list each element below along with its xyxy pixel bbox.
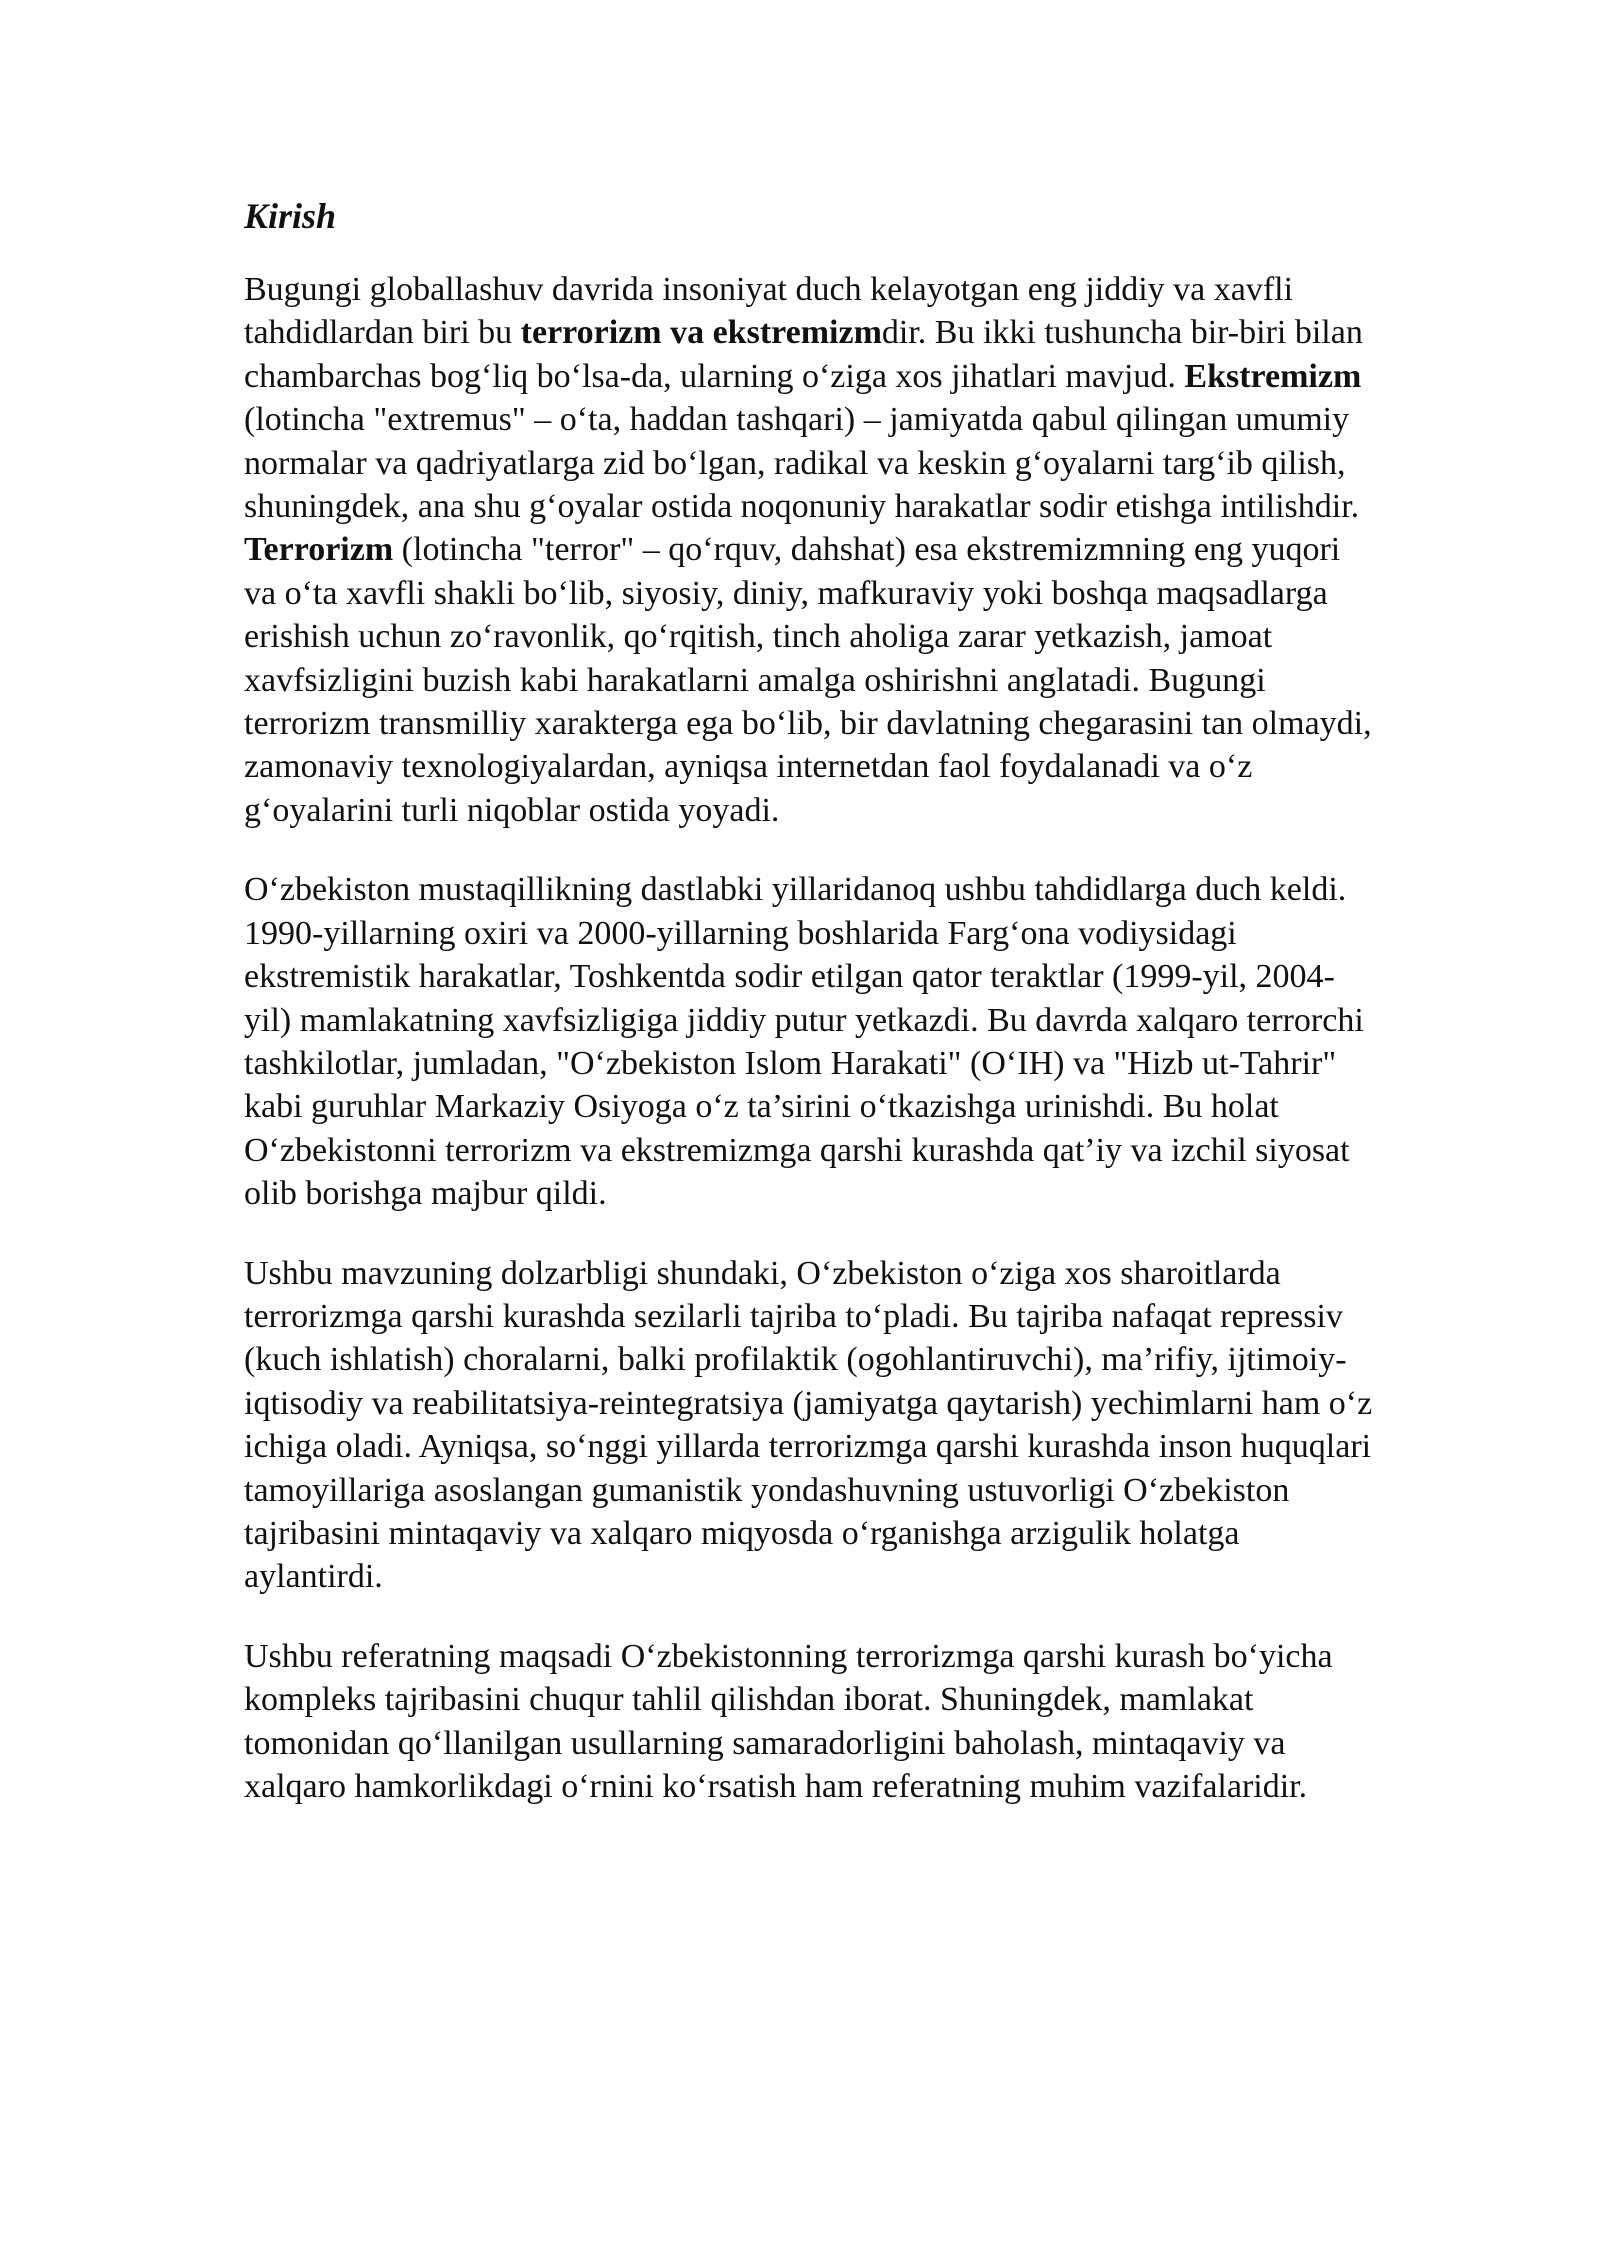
- paragraph-history: O‘zbekiston mustaqillikning dastlabki yillaridanoq ushbu tahdidlarga duch keldi. 1990-yillarning oxiri va 2000-yillarning boshlarida Farg‘ona vodiysidagi ekstremistik harakatlar, Toshkentda sodir etilgan qator teraktlar (1999-yil, 2004-yil) mamlakatning xavfsizligiga jiddiy putur yetkazdi. Bu davrda xalqaro terrorchi tashkilotlar, jumladan, "O‘zbekiston Islom Harakati" (O‘IH) va "Hizb ut-Tahrir" kabi guruhlar Markaziy Osiyoga o‘z ta’sirini o‘tkazishga urinishdi. Bu holat O‘zbekistonni terrorizm va ekstremizmga qarshi kurashda qat’iy va izchil siyosat olib borishga majbur qildi.: [244, 871, 1364, 1213]
- section-heading: Kirish: [244, 196, 337, 236]
- paragraph-goal: Ushbu referatning maqsadi O‘zbekistonning terrorizmga qarshi kurash bo‘yicha kompleks tajribasini chuqur tahlil qilishdan iborat. Shuningdek, mamlakat tomonidan qo‘llanilgan usullarning samaradorligini baholash, mintaqaviy va xalqaro hamkorlikdagi o‘rnini ko‘rsatish ham referatning muhim vazifalaridir.: [244, 1637, 1333, 1805]
- bold-term-extremism: Ekstremizm: [1184, 357, 1362, 395]
- bold-term-terrorism-extremism: terrorizm va ekstremizm: [520, 314, 882, 352]
- text-run: Bugungi globallashuv davrida insoniyat duch kelayotgan eng jiddiy va xavfli tahdidlardan biri bu: [244, 271, 1294, 352]
- text-run: (lotincha "terror" – qo‘rquv, dahshat) esa ekstremizmning eng yuqori va o‘ta xavfli shakli bo‘lib, siyosiy, diniy, mafkuraviy yoki boshqa maqsadlarga erishish uchun zo‘ravonlik, qo‘rqitish, tinch aholiga zarar yetkazish, jamoat xavfsizligini buzish kabi harakatlarni amalga oshirishni anglatadi. Bugungi terrorizm transmilliy xarakterga ega bo‘lib, bir davlatning chegarasini tan olmaydi, zamonaviy texnologiyalardan, ayniqsa internetdan faol foydalanadi va o‘z g‘oyalarini turli niqoblar ostida yoyadi.: [244, 531, 1372, 829]
- paragraph-definitions: [244, 268, 1374, 832]
- bold-term-terrorism: Terrorizm: [244, 531, 394, 569]
- paragraph-relevance: Ushbu mavzuning dolzarbligi shundaki, O‘zbekiston o‘ziga xos sharoitlarda terrorizmga qarshi kurashda sezilarli tajriba to‘pladi. Bu tajriba nafaqat repressiv (kuch ishlatish) choralarni, balki profilaktik (ogohlantiruvchi), ma’rifiy, ijtimoiy-iqtisodiy va reabilitatsiya-reintegratsiya (jamiyatga qaytarish) yechimlarni ham o‘z ichiga oladi. Ayniqsa, so‘nggi yillarda terrorizmga qarshi kurashda inson huquqlari tamoyillariga asoslangan gumanistik yondashuvning ustuvorligi O‘zbekiston tajribasini mintaqaviy va xalqaro miqyosda o‘rganishga arzigulik holatga aylantirdi.: [244, 1254, 1373, 1596]
- text-run: dir. Bu ikki tushuncha bir-biri bilan chambarchas bog‘liq bo‘lsa-da, ularning o‘ziga xos jihatlari mavjud.: [244, 314, 1363, 395]
- text-run: (lotincha "extremus" – o‘ta, haddan tashqari) – jamiyatda qabul qilingan umumiy normalar va qadriyatlarga zid bo‘lgan, radikal va keskin g‘oyalarni targ‘ib qilish, shuningdek, ana shu g‘oyalar ostida noqonuniy harakatlar sodir etishga intilishdir.: [244, 401, 1360, 526]
- document-page: [244, 190, 1374, 1844]
